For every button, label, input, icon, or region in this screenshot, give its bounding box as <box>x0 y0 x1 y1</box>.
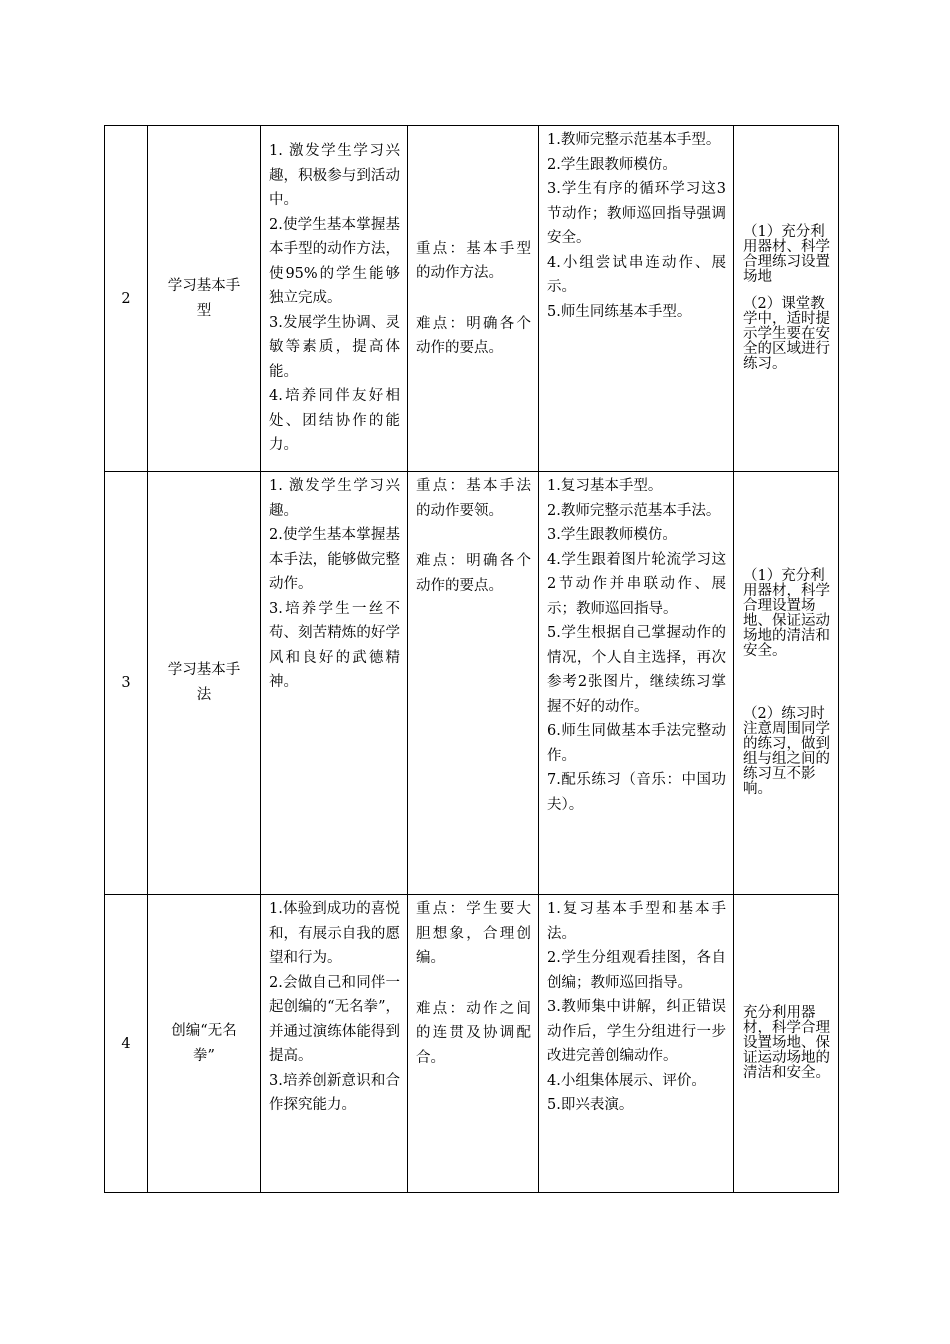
goals-cell <box>261 472 408 895</box>
process-step: 1.复习基本手型和基本手法。 <box>547 901 726 942</box>
goals-cell <box>261 895 408 1193</box>
table-row <box>105 895 839 1193</box>
goal-item: 1. 激发学生学习兴趣。 <box>269 478 400 519</box>
process-cell <box>539 126 734 472</box>
difficulty: 难点：明确各个动作的要点。 <box>416 553 531 594</box>
safety-cell <box>734 472 839 895</box>
lesson-number: 2 <box>105 126 148 472</box>
process-step: 3.学生有序的循环学习这3节动作；教师巡回指导强调安全。 <box>547 181 726 246</box>
goal-item: 3.培养创新意识和合作探究能力。 <box>269 1072 400 1113</box>
goal-item: 2.使学生基本掌握基本手法，能够做完整动作。 <box>269 527 400 592</box>
process-step: 5.师生同练基本手型。 <box>547 303 692 320</box>
goal-item: 4.培养同伴友好相处、团结协作的能力。 <box>269 388 400 454</box>
process-step: 1.教师完整示范基本手型。 <box>547 132 721 148</box>
process-step: 2.学生跟教师模仿。 <box>547 156 677 173</box>
key-point: 重点：基本手法的动作要领。 <box>416 478 531 519</box>
process-step: 2.学生分组观看挂图，各自创编；教师巡回指导。 <box>547 950 726 991</box>
lesson-title: 学习基本手法 <box>148 472 261 895</box>
safety-note: 充分利用器材，科学合理设置场地、保证运动场地的清洁和安全。 <box>743 1005 830 1081</box>
process-step: 5.即兴表演。 <box>547 1097 634 1113</box>
goals-cell <box>261 126 408 472</box>
difficulty: 难点：明确各个动作的要点。 <box>416 315 531 356</box>
goal-item: 2.会做自己和同伴一起创编的“无名拳”，并通过演练体能得到提高。 <box>269 974 400 1064</box>
table-row <box>105 472 839 895</box>
safety-note: （1）充分利用器材，科学合理设置场地、保证运动场地的清洁和安全。 <box>743 568 830 659</box>
key-points-cell <box>408 126 539 472</box>
table-row <box>105 126 839 472</box>
process-step: 5.学生根据自己掌握动作的情况，个人自主选择，再次参考2张图片，继续练习掌握不好的动作。 <box>547 625 726 715</box>
key-point: 重点：学生要大胆想象，合理创编。 <box>416 901 531 966</box>
goal-item: 1.体验到成功的喜悦和，有展示自我的愿望和行为。 <box>269 901 400 966</box>
process-step: 2.教师完整示范基本手法。 <box>547 502 721 519</box>
safety-note: （2）课堂教学中，适时提示学生要在安全的区域进行练习。 <box>743 296 830 372</box>
process-step: 3.学生跟教师模仿。 <box>547 527 677 543</box>
goal-item: 3.培养学生一丝不苟、刻苦精炼的好学风和良好的武德精神。 <box>269 600 400 690</box>
goal-item: 2.使学生基本掌握基本手型的动作方法，使95%的学生能够独立完成。 <box>269 216 400 307</box>
process-step: 6.师生同做基本手法完整动作。 <box>547 723 726 764</box>
lesson-number: 3 <box>105 472 148 895</box>
goal-item: 3.发展学生协调、灵敏等素质，提高体能。 <box>269 314 400 380</box>
process-cell <box>539 472 734 895</box>
lesson-title: 创编“无名拳” <box>148 895 261 1193</box>
safety-cell <box>734 126 839 472</box>
process-step: 1.复习基本手型。 <box>547 478 663 494</box>
key-point: 重点：基本手型的动作方法。 <box>416 240 531 281</box>
key-points-cell <box>408 895 539 1193</box>
process-step: 4.小组集体展示、评价。 <box>547 1072 706 1089</box>
process-step: 7.配乐练习（音乐：中国功夫）。 <box>547 772 726 813</box>
safety-cell <box>734 895 839 1193</box>
key-points-cell <box>408 472 539 895</box>
goal-item: 1. 激发学生学习兴趣，积极参与到活动中。 <box>269 143 400 209</box>
safety-note: （1）充分利用器材、科学合理练习设置场地 <box>743 224 830 285</box>
difficulty: 难点：动作之间的连贯及协调配合。 <box>416 1000 531 1066</box>
process-step: 3.教师集中讲解，纠正错误动作后，学生分组进行一步改进完善创编动作。 <box>547 999 726 1064</box>
process-cell <box>539 895 734 1193</box>
lesson-title: 学习基本手型 <box>148 126 261 472</box>
lesson-number: 4 <box>105 895 148 1193</box>
process-step: 4.学生跟着图片轮流学习这2节动作并串联动作、展示；教师巡回指导。 <box>547 551 726 617</box>
process-step: 4.小组尝试串连动作、展示。 <box>547 254 726 295</box>
lesson-plan-table <box>104 125 839 1193</box>
safety-note: （2）练习时注意周围同学的练习，做到组与组之间的练习互不影响。 <box>743 706 830 797</box>
